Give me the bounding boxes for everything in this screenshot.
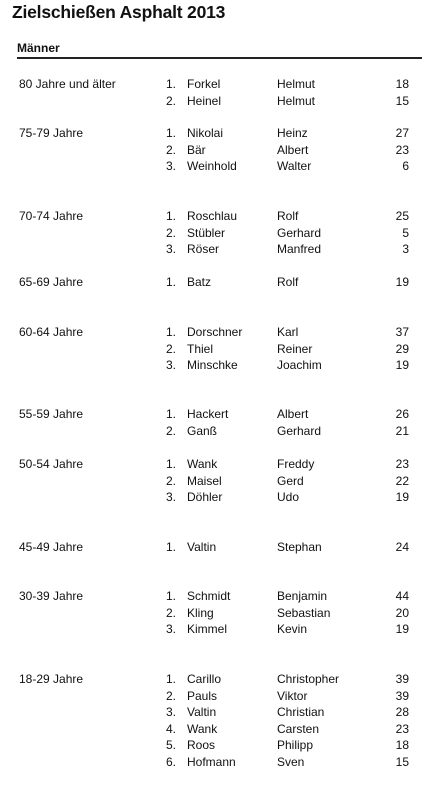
last-name: Wank (187, 721, 218, 736)
rank: 4. (165, 721, 176, 736)
section-heading: Männer (17, 41, 60, 55)
score: 20 (395, 605, 409, 620)
score: 6 (402, 159, 409, 173)
result-row (0, 158, 425, 174)
result-row (0, 142, 425, 158)
rank: 2. (165, 142, 176, 157)
age-category: 75-79 Jahre (19, 126, 84, 140)
rank: 2. (165, 93, 176, 108)
rank: 3. (165, 242, 176, 256)
first-name: Benjamin (277, 589, 328, 603)
rank: 3. (165, 622, 176, 636)
last-name: Minschke (187, 358, 238, 372)
rank: 1. (165, 407, 176, 421)
result-row (0, 473, 425, 489)
score: 37 (395, 325, 409, 339)
age-category: 70-74 Jahre (19, 209, 84, 223)
age-category: 65-69 Jahre (19, 275, 84, 289)
last-name: Dorschner (187, 325, 243, 339)
first-name: Helmut (277, 77, 316, 91)
rank: 2. (165, 341, 176, 356)
result-row (0, 125, 425, 141)
result-row (0, 225, 425, 241)
rank: 2. (165, 688, 176, 703)
last-name: Weinhold (187, 159, 237, 173)
first-name: Philipp (277, 738, 314, 752)
rank: 3. (165, 358, 176, 372)
score: 23 (395, 721, 409, 736)
result-row (0, 324, 425, 340)
score: 44 (395, 589, 409, 603)
score: 29 (395, 341, 409, 356)
first-name: Stephan (277, 540, 322, 554)
rank: 1. (165, 325, 176, 339)
rank: 1. (165, 275, 176, 289)
last-name: Maisel (187, 473, 222, 488)
result-row (0, 539, 425, 555)
last-name: Kling (187, 605, 214, 620)
score: 19 (395, 490, 409, 504)
last-name: Döhler (187, 490, 223, 504)
first-name: Walter (277, 159, 312, 173)
first-name: Gerd (277, 473, 304, 488)
page-title: Zielschießen Asphalt 2013 (12, 2, 226, 22)
first-name: Gerhard (277, 423, 322, 438)
score: 15 (395, 754, 409, 769)
rank: 2. (165, 423, 176, 438)
last-name: Heinel (187, 93, 222, 108)
result-row (0, 357, 425, 373)
rank: 3. (165, 490, 176, 504)
result-row (0, 456, 425, 472)
rank: 1. (165, 540, 176, 554)
last-name: Kimmel (187, 622, 228, 636)
rank: 6. (165, 754, 176, 769)
last-name: Bär (187, 142, 206, 157)
result-row (0, 588, 425, 604)
first-name: Viktor (277, 688, 308, 703)
rank: 2. (165, 225, 176, 240)
last-name: Roos (187, 738, 216, 752)
rank: 5. (165, 738, 176, 752)
score: 25 (395, 209, 409, 223)
last-name: Röser (187, 242, 220, 256)
score: 27 (395, 126, 409, 140)
last-name: Hackert (187, 407, 229, 421)
rank: 3. (165, 705, 176, 719)
last-name: Wank (187, 457, 218, 471)
result-row (0, 208, 425, 224)
age-category: 30-39 Jahre (19, 589, 84, 603)
age-category: 60-64 Jahre (19, 325, 84, 339)
last-name: Stübler (187, 225, 226, 240)
score: 23 (395, 457, 409, 471)
first-name: Reiner (277, 341, 313, 356)
rank: 1. (165, 77, 176, 91)
score: 21 (395, 423, 409, 438)
last-name: Batz (187, 275, 212, 289)
score: 22 (395, 473, 409, 488)
first-name: Albert (277, 142, 309, 157)
score: 19 (395, 622, 409, 636)
rank: 3. (165, 159, 176, 173)
last-name: Carillo (187, 672, 222, 686)
last-name: Roschlau (187, 209, 238, 223)
score: 3 (402, 242, 409, 256)
result-row (0, 423, 425, 439)
last-name: Schmidt (187, 589, 231, 603)
score: 19 (395, 358, 409, 372)
first-name: Carsten (277, 721, 320, 736)
first-name: Freddy (277, 457, 315, 471)
rank: 2. (165, 473, 176, 488)
last-name: Valtin (187, 705, 217, 719)
score: 19 (395, 275, 409, 289)
result-row (0, 721, 425, 737)
score: 24 (395, 540, 409, 554)
first-name: Sven (277, 754, 305, 769)
rank: 1. (165, 672, 176, 686)
score: 26 (395, 407, 409, 421)
first-name: Rolf (277, 209, 299, 223)
age-category: 50-54 Jahre (19, 457, 84, 471)
rank: 1. (165, 209, 176, 223)
age-category: 80 Jahre und älter (19, 77, 116, 91)
rank: 2. (165, 605, 176, 620)
result-row (0, 406, 425, 422)
result-row (0, 489, 425, 505)
first-name: Albert (277, 407, 309, 421)
score: 18 (395, 738, 409, 752)
first-name: Sebastian (277, 605, 331, 620)
age-category: 55-59 Jahre (19, 407, 84, 421)
first-name: Karl (277, 325, 299, 339)
result-row (0, 621, 425, 637)
result-row (0, 241, 425, 257)
last-name: Forkel (187, 77, 221, 91)
score: 23 (395, 142, 409, 157)
first-name: Udo (277, 490, 300, 504)
age-category: 45-49 Jahre (19, 540, 84, 554)
first-name: Gerhard (277, 225, 322, 240)
first-name: Joachim (277, 358, 322, 372)
result-row (0, 274, 425, 290)
result-row (0, 704, 425, 720)
last-name: Ganß (187, 423, 218, 438)
result-row (0, 93, 425, 109)
score: 28 (395, 705, 409, 719)
last-name: Pauls (187, 688, 218, 703)
result-row (0, 76, 425, 92)
last-name: Nikolai (187, 126, 224, 140)
score: 5 (402, 225, 409, 240)
result-row (0, 754, 425, 770)
last-name: Hofmann (187, 754, 236, 769)
last-name: Valtin (187, 540, 217, 554)
first-name: Heinz (277, 126, 308, 140)
rank: 1. (165, 126, 176, 140)
first-name: Manfred (277, 242, 322, 256)
first-name: Rolf (277, 275, 299, 289)
result-row (0, 688, 425, 704)
rank: 1. (165, 457, 176, 471)
first-name: Christian (277, 705, 325, 719)
rank: 1. (165, 589, 176, 603)
score: 39 (395, 688, 409, 703)
first-name: Kevin (277, 622, 308, 636)
result-row (0, 737, 425, 753)
age-category: 18-29 Jahre (19, 672, 84, 686)
first-name: Christopher (277, 672, 340, 686)
first-name: Helmut (277, 93, 316, 108)
score: 15 (395, 93, 409, 108)
result-row (0, 341, 425, 357)
score: 39 (395, 672, 409, 686)
result-row (0, 671, 425, 687)
last-name: Thiel (187, 341, 214, 356)
result-row (0, 605, 425, 621)
score: 18 (395, 77, 409, 91)
